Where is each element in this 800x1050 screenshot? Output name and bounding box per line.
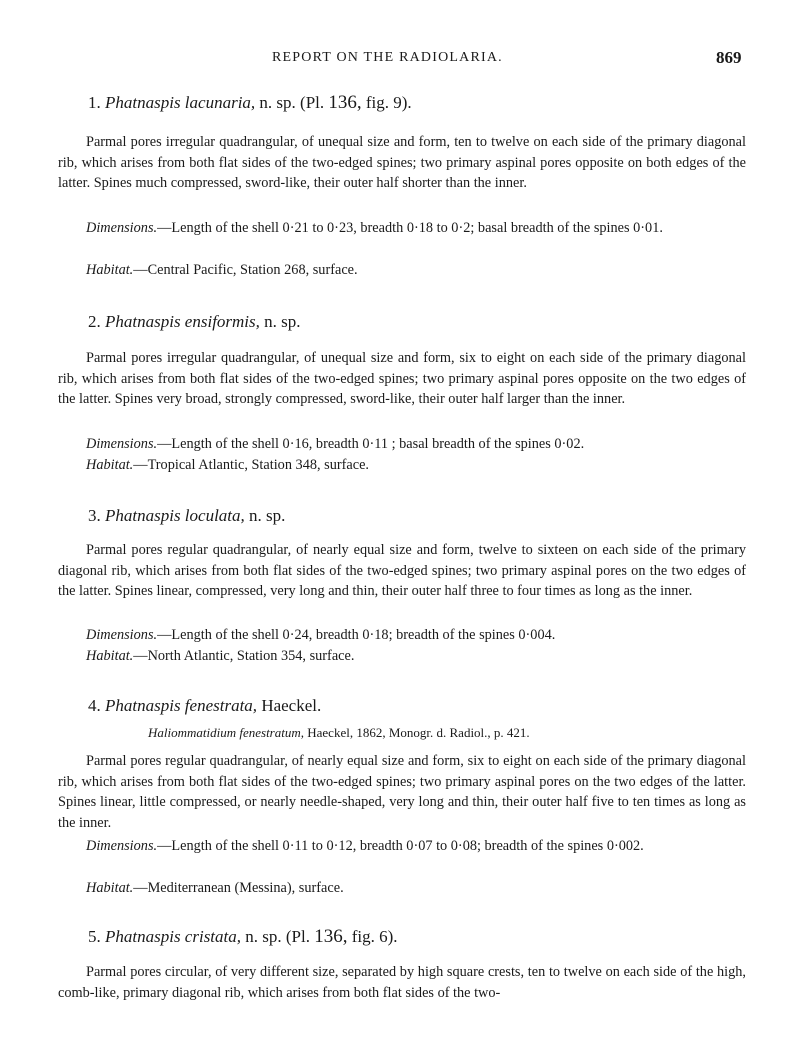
- species-name: Phatnaspis ensiformis,: [105, 312, 260, 331]
- species-name: Phatnaspis fenestrata,: [105, 696, 258, 715]
- species-name: Phatnaspis lacunaria,: [105, 93, 256, 112]
- plate-reference: (Pl. 136, fig. 6).: [285, 926, 398, 947]
- species-authority: Haeckel.: [261, 696, 322, 715]
- dimensions-label: Dimensions.: [86, 220, 158, 236]
- species-number: 1.: [88, 93, 101, 112]
- species-description: Parmal pores regular quadrangular, of nearly equal size and form, six to eight on each side of the primary diagonal rib, which arises from both flat sides of the two-edged spines; two primary aspinal pores on the two edges of the latter. Spines linear, little compressed, or nearly needle-shaped, very long and thin, their outer half five to ten times as long as the inner.: [58, 753, 746, 831]
- habitat-label: Habitat.: [86, 262, 134, 278]
- habitat-text: —Mediterranean (Messina), surface.: [133, 880, 344, 896]
- dimensions-text: —Length of the shell 0·11 to 0·12, breadth 0·07 to 0·08; breadth of the spines 0·002.: [157, 838, 644, 854]
- species-heading: [88, 696, 321, 716]
- habitat-line: [58, 455, 746, 476]
- running-head: [0, 50, 800, 72]
- habitat-label: Habitat.: [86, 648, 134, 664]
- dimensions-line: [58, 434, 746, 455]
- species-name: Phatnaspis cristata,: [105, 927, 242, 946]
- page-number: 869: [716, 48, 742, 67]
- habitat-text: —Central Pacific, Station 268, surface.: [133, 262, 358, 278]
- dimensions-label: Dimensions.: [86, 627, 158, 643]
- species-description: Parmal pores irregular quadrangular, of unequal size and form, six to eight on each side of the primary diagonal rib, which arises from both flat sides of the two-edged spines; two primary aspinal pores opposite on the two edges of the latter. Spines very broad, strongly compressed, sword-like, their outer half larger than the inner.: [58, 350, 746, 407]
- species-authority: n. sp.: [245, 927, 282, 946]
- species-heading: [88, 506, 285, 526]
- dimensions-text: —Length of the shell 0·21 to 0·23, breadth 0·18 to 0·2; basal breadth of the spines 0·01.: [157, 220, 663, 236]
- dimensions-line: [58, 836, 746, 857]
- synonym-line: [148, 725, 530, 741]
- species-authority: n. sp.: [259, 93, 296, 112]
- species-heading: [88, 926, 398, 948]
- dimensions-label: Dimensions.: [86, 436, 158, 452]
- dimensions-text: —Length of the shell 0·24, breadth 0·18; breadth of the spines 0·004.: [157, 627, 556, 643]
- dimensions-line: [58, 625, 746, 646]
- species-authority: n. sp.: [264, 312, 301, 331]
- synonym-reference: Haeckel, 1862, Monogr. d. Radiol., p. 421.: [307, 725, 530, 740]
- species-number: 2.: [88, 312, 101, 331]
- habitat-text: —Tropical Atlantic, Station 348, surface.: [133, 457, 369, 473]
- species-number: 5.: [88, 927, 101, 946]
- species-description: Parmal pores regular quadrangular, of nearly equal size and form, twelve to sixteen on each side of the primary diagonal rib, which arises from both flat sides of the two-edged spines; two primary aspinal pores on the two edges of the latter. Spines linear, compressed, very long and thin, their outer half three to four times as long as the inner.: [58, 542, 746, 599]
- dimensions-label: Dimensions.: [86, 838, 158, 854]
- synonym-name: Haliommatidium fenestratum,: [148, 725, 304, 740]
- species-authority: n. sp.: [249, 506, 286, 525]
- species-description: Parmal pores irregular quadrangular, of unequal size and form, ten to twelve on each side of the primary diagonal rib, which arises from both flat sides of the two-edged spines; two primary aspinal pores opposite on both edges of the latter. Spines much compressed, sword-like, their outer half shorter than the inner.: [58, 134, 746, 191]
- habitat-label: Habitat.: [86, 457, 134, 473]
- species-number: 3.: [88, 506, 101, 525]
- species-heading: [88, 312, 301, 332]
- species-description: Parmal pores circular, of very different size, separated by high square crests, ten to twelve on each side of the high, comb-like, primary diagonal rib, which arises from both flat sides of the two-: [58, 964, 746, 1001]
- species-heading: [88, 92, 412, 114]
- dimensions-text: —Length of the shell 0·16, breadth 0·11 ; basal breadth of the spines 0·02.: [157, 436, 585, 452]
- species-number: 4.: [88, 696, 101, 715]
- plate-reference: (Pl. 136, fig. 9).: [300, 92, 412, 113]
- habitat-label: Habitat.: [86, 880, 134, 896]
- running-title: REPORT ON THE RADIOLARIA.: [272, 50, 503, 65]
- habitat-line: [58, 878, 746, 899]
- species-name: Phatnaspis loculata,: [105, 506, 245, 525]
- dimensions-line: [58, 218, 746, 239]
- habitat-text: —North Atlantic, Station 354, surface.: [133, 648, 355, 664]
- habitat-line: [58, 260, 746, 281]
- habitat-line: [58, 646, 746, 667]
